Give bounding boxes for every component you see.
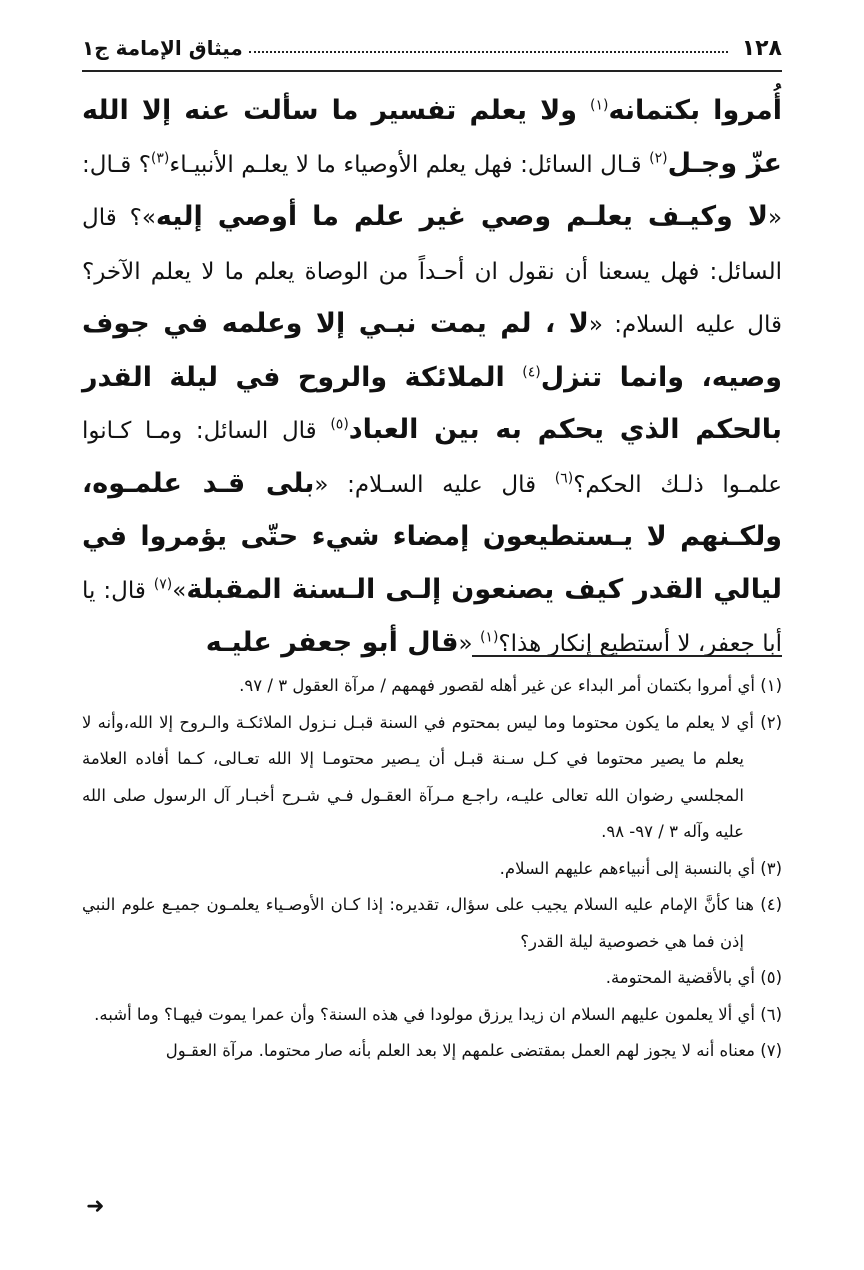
footnote-ref: (١) — [479, 629, 499, 646]
footnote-7: (٧) معناه أنه لا يجوز لهم العمل بمقتضى علمهم إلا بعد العلم بأنه صار محتوما. مرآة العقـول — [165, 1041, 782, 1060]
dotted-leader — [249, 51, 728, 53]
text-bold: لا ، لم يمت نبـي إلا وعلمه في جوف وصيه، وانما تنزل — [82, 308, 783, 393]
text-bold: أُمروا بكتمانه — [608, 95, 782, 126]
footnote-ref: (٥) — [330, 416, 349, 433]
text-regular: قال السائل: ومـا كـانوا علمـوا ذلـك الحكم؟ — [82, 418, 782, 498]
footnote-4: (٤) هنا كأنَّ الإمام عليه السلام يجيب على سؤال، تقديره: إذا كـان الأوصـياء يعلمـون جميـع علوم النبي إذن فما هي خصوصية ليلة القدر؟ — [82, 895, 782, 951]
header-rule — [82, 70, 782, 72]
text-bold: قال أبو جعفر عليـه — [205, 627, 459, 658]
text-regular: قال عليه السـلام: « — [314, 471, 555, 498]
footnote-ref: (١) — [590, 97, 609, 114]
footnote-separator — [472, 655, 782, 657]
footnote-ref: (٣) — [150, 149, 170, 166]
running-header — [82, 30, 782, 66]
text-bold: لا وكيـف يعلـم وصي غير علم ما أوصي إليه — [155, 201, 768, 232]
text-bold: الملائكة والروح في ليلة القدر بالحكم الذي يحكم به بين العباد — [82, 361, 782, 445]
page-number: ١٢٨ — [741, 35, 782, 61]
footnote-ref: (٤) — [522, 363, 541, 380]
footnote-6: (٦) أي ألا يعلمون عليهم السلام ان زيدا يرزق مولودا في هذه السنة؟ وأن عمرا يموت فيهـا؟ وما أشبه. — [94, 1004, 782, 1024]
text-regular: »؟ قال السائل: فهل يسعنا أن نقول ان أحـداً من الوصاة يعلم ما لا يعلم الآخر؟ قال عليه السلام: « — [82, 205, 782, 338]
footnote-1: (١) أي أمروا بكتمان أمر البداء عن غير أهله لقصور فهمهم / مرآة العقول ٣ / ٩٧. — [239, 676, 782, 695]
footnote-5: (٥) أي بالأقضية المحتومة. — [605, 968, 782, 987]
footnotes — [82, 668, 782, 1070]
text-regular: ؟ قـال: « — [82, 151, 783, 231]
continue-arrow-icon: ➜ — [86, 1194, 105, 1219]
footnote-ref: (٦) — [554, 469, 574, 486]
text-regular: « — [458, 631, 480, 657]
book-title: ميثاق الإمامة ج١ — [82, 36, 243, 60]
footnote-ref: (٧) — [153, 575, 173, 592]
footnote-ref: (٢) — [649, 149, 668, 166]
text-regular: قـال السائل: فهل يعلم الأوصياء ما لا يعلـم الأنبيـاء — [169, 151, 650, 178]
main-text — [82, 85, 782, 671]
text-regular: قال: يا أبا جعفر، لا أستطيع إنكار هذا؟ — [82, 577, 782, 657]
text-bold: ولا يعلم تفسير ما سألت عنه إلا الله عزّ وجـل — [82, 95, 782, 179]
footnote-3: (٣) أي بالنسبة إلى أنبياءهم عليهم السلام. — [499, 858, 782, 878]
footnote-2: (٢) أي لا يعلم ما يكون محتوما وما ليس بمحتوم في السنة قبـل نـزول الملائكـة والـروح إلا الله،وأنه لا يعلم ما يصير محتوما في كـل سـنة قبـل أن يـصير محتومـا إلا الله تعـالى، كـما أفاده العلامة المجلسي رضوان الله تعالى عليـه، راجـع مـرآة العقـول فـي شـرح أخبـار آل الرسول صلى الله عليه وآله ٣ / ٩٧- ٩٨. — [82, 712, 782, 841]
text-regular: » — [172, 577, 187, 604]
text-bold: بلى قـد علمـوه، ولكـنهم لا يـستطيعون إمضاء شيء حتّى يؤمروا في ليالي القدر كيف يصنعون إلـى الـسنة المقبلة — [82, 467, 782, 605]
